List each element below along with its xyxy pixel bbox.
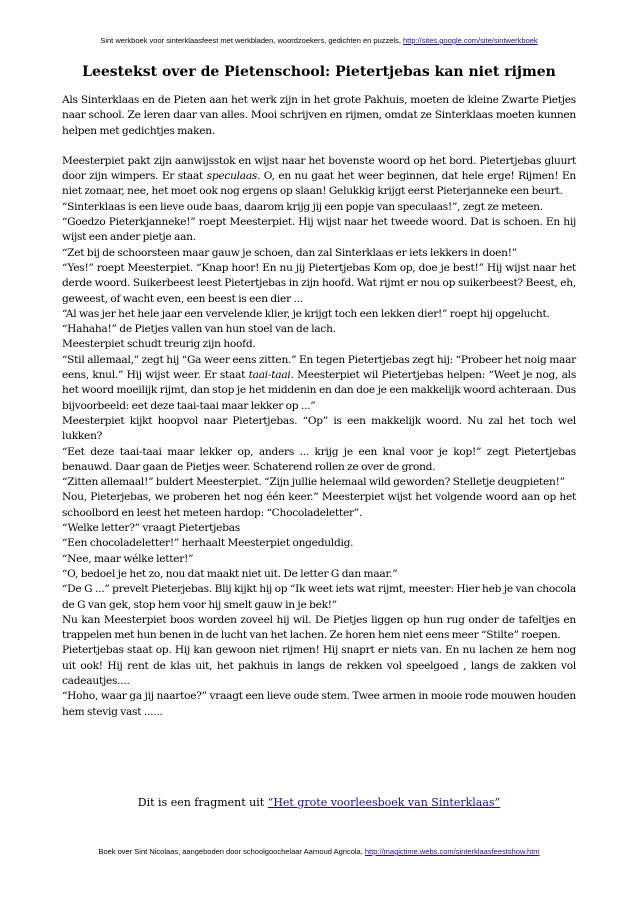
story-paragraph: Pietertjebas staat op. Hij kan gewoon niet rijmen! Hij snaprt er niets van. En nu lachen ze hem nog uit ook! Hij rent de klas uit, het pakhuis in langs de rekken vol speelgoed , langs de zakken vol cadeautjes.... [62,644,576,687]
header-link[interactable]: http://sites.google.com/site/sintwerkboek [403,36,538,45]
story-paragraph: Nou, Pieterjebas, we proberen het nog één keer.” Meesterpiet wijst het volgende woord aan op het schoolbord en leest het meteen hardop: “Chocoladeletter”. [62,491,576,519]
footer-link[interactable]: http://magictime.webs.com/sinterklaasfeestshow.htm [364,847,540,856]
page-header [0,36,638,46]
story-text-part: Meesterpiet pakt zijn aanwijsstok en wijst naar het bovenste woord op het bord. Pietertjebas gluurt door zijn wimpers. Er staat [62,154,576,183]
story-paragraph: Meesterpiet kijkt hoopvol naar Pietertjebas. “Op” is een makkelijk woord. Nu zal het toch wel lukken? [62,414,576,443]
story-paragraph: “Yes!” roept Meesterpiet. “Knap hoor! En nu jij Pietertjebas Kom op, doe je best!” Hij wijst naar het derde woord. Suikerbeest leest Pietertjebas in zijn hoofd. Wat rijmt er nou op suikerbeest? Beest, eh, geweest, of wacht even, een beest is een dier ... [62,261,576,305]
story-paragraph: Nu kan Meesterpiet boos worden zoveel hij wil. De Pietjes liggen op hun rug onder de tafeltjes en trappelen met hun benen in de lucht van het lachen. Ze horen hem niet eens meer “Stilte” roepen. [62,613,576,642]
story-paragraph: “Hahaha!” de Pietjes vallen van hun stoel van de lach. [62,323,336,336]
story-text-part: . Meesterpiet wil Pietertjebas helpen: “Weet je nog, als het woord moeilijk rijmt, dan stop je het middenin en dan doe je een makkelijk woord achteraan. Dus bijvoorbeeld: eet deze taai-taai maar lekker op ...” [62,369,577,412]
emphasized-word: taai-taai [248,369,291,382]
page-title: Leestekst over de Pietenschool: Pietertjebas kan niet rijmen [82,64,556,80]
story-paragraph: “Een chocoladeletter!” herhaalt Meesterpiet ongeduldig. [62,537,354,550]
story-paragraph: “Eet deze taai-taai maar lekker op, anders ... krijg je een knal voor je kop!” zegt Pietertjebas benauwd. Daar gaan de Pietjes weer. Schaterend rollen ze over de grond. [62,445,576,473]
footer-text: Boek over Sint Nicolaas, aangeboden door schoolgoochelaar Aarnoud Agricola, [98,847,365,856]
intro-paragraph: Als Sinterklaas en de Pieten aan het werk zijn in het grote Pakhuis, moeten de kleine Zwarte Pietjes naar school. Ze leren daar van alles. Mooi schrijven en rijmen, omdat ze Sinterklaas moeten kunnen helpen met gedichtjes maken. [62,94,576,137]
story-paragraph: “Sinterklaas is een lieve oude baas, daarom krijg jij een popje van speculaas!”, zegt ze meteen. [62,200,543,213]
story-text-part: “Stil allemaal,” zegt hij “Ga weer eens zitten.” En tegen Pietertjebas zegt hij: “Probeer het noig maar eens, knul.” Hij wijst weer. Er staat [62,353,576,382]
story-paragraph: “Welke letter?” vraagt Pietertjebas [62,522,240,535]
story-paragraph: “Zitten allemaal!” buldert Meesterpiet. “Zijn jullie helemaal wild geworden? Stelletje deugpieten!” [62,476,565,489]
header-text: Sint werkboek voor sinterklaasfeest met werkbladen, woordzoekers, gedichten en puzzels, [100,36,403,45]
story-paragraph: “Nee, maar wélke letter!” [62,552,194,565]
story-text [62,93,576,720]
story-text-part: . O, en nu gaat het weer beginnen, dat hele erge! Rijmen! En niet zomaar, nee, het moet ook nog ergens op slaan! Gelukkig krijgt eerst Pieterjanneke een beurt. [62,170,576,198]
story-paragraph [62,154,576,200]
story-paragraph: Meesterpiet schudt treurig zijn hoofd. [62,338,256,351]
story-paragraph: “Zet bij de schoorsteen maar gauw je schoen, dan zal Sinterklaas er iets lekkers in doen!” [62,246,517,259]
story-paragraph: “Al was jer het hele jaar een vervelende klier, je krijgt toch een lekken dier!” roept hij opgelucht. [62,307,550,320]
story-paragraph: “De G ...” prevelt Pieterjebas. Blij kijkt hij op “Ik weet iets wat rijmt, meester: Hier heb je van chocola de G van gek, stop hem voor hij smelt gauw in je bek!” [62,583,576,611]
story-paragraph: “O, bedoel je het zo, nou dat maakt niet uit. De letter G dan maar.” [62,567,398,580]
story-paragraph [62,353,576,414]
fragment-note [62,795,576,810]
page-footer [0,847,638,857]
book-link[interactable]: “Het grote voorleesboek van Sinterklaas” [267,796,501,809]
story-paragraph: “Hoho, waar ga jij naartoe?” vraagt een lieve oude stem. Twee armen in mooie rode mouwen houden hem stevig vast ...... [62,690,576,718]
fragment-text: Dit is een fragment uit [137,796,268,809]
emphasized-word: speculaas [206,170,258,183]
story-paragraph: “Goedzo Pieterkjanneke!” roept Meesterpiet. Hij wijst naar het tweede woord. Dat is schoen. En hij wijst een ander pietje aan. [62,216,576,244]
